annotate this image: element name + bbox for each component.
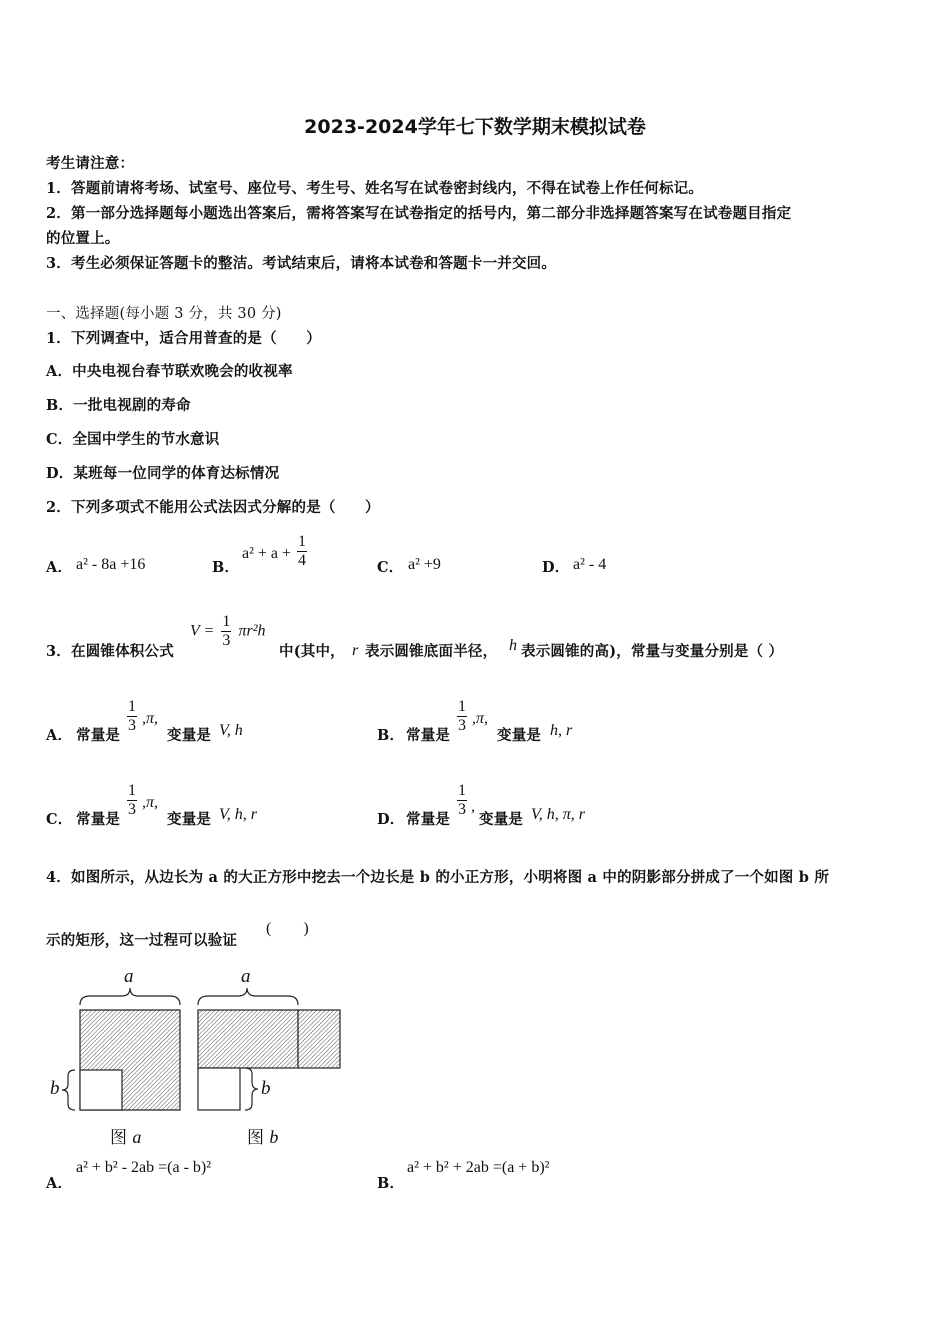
q3-b-den: 3 <box>458 717 466 734</box>
brace-a-top-b <box>198 988 298 1005</box>
q3-d-const-label: 常量是 <box>406 811 451 828</box>
brace-b-left <box>62 1070 75 1110</box>
q1-option-b: B．一批电视剧的寿命 <box>46 397 191 414</box>
q3-c-num: 1 <box>128 782 136 799</box>
q2-option-b-label: B． <box>212 559 240 576</box>
q3-a-vars: V, h <box>219 722 243 739</box>
q4-blank: ( ) <box>266 920 309 937</box>
q3-formula <box>190 613 266 650</box>
q2-option-a-expr: a² - 8a +16 <box>76 556 146 573</box>
q3-a-fraction <box>127 698 137 735</box>
q3-a-den: 3 <box>128 717 136 734</box>
q3-c-vars: V, h, r <box>219 806 257 823</box>
q1-option-c: C．全国中学生的节水意识 <box>46 431 220 448</box>
question-1-stem: 1．下列调查中，适合用普查的是（ ） <box>46 330 321 347</box>
fig-a-caption-word: 图 <box>110 1128 127 1148</box>
q3-a-pi: ,π, <box>142 710 159 727</box>
q4-option-a-label: A． <box>46 1175 73 1192</box>
fig-b-brace-label: a <box>241 966 251 987</box>
q3-option-c-label: C． <box>46 811 73 828</box>
q3-d-var-label: 变量是 <box>479 811 524 828</box>
q3-b-vars: h, r <box>550 722 573 739</box>
q3-c-den: 3 <box>128 801 136 818</box>
fig-a-caption-var: a <box>132 1127 142 1147</box>
fig-b-side-label: b <box>261 1078 271 1099</box>
q3-d-num: 1 <box>458 782 466 799</box>
fig-b-caption-var: b <box>269 1127 279 1147</box>
notice-item: 1．答题前请将考场、试室号、座位号、考生号、姓名写在试卷密封线内，不得在试卷上作任何标记。 <box>46 180 704 197</box>
fig-a-side-label: b <box>50 1078 60 1099</box>
q2-b-den: 4 <box>298 552 307 569</box>
fig-b-caption <box>247 1123 278 1148</box>
q4-option-b-label: B． <box>377 1175 405 1192</box>
notice-item: 的位置上。 <box>46 230 120 247</box>
q3-option-d-label: D． <box>377 811 405 828</box>
q3-middle1: 中(其中， <box>279 643 345 660</box>
q3-d-sep: , <box>471 798 475 815</box>
small-square <box>198 1068 240 1110</box>
q3-formula-left: V = <box>190 622 215 640</box>
question-3-prefix: 3．在圆锥体积公式 <box>46 643 174 660</box>
notice-item: 3．考生必须保证答题卡的整洁。考试结束后，请将本试卷和答题卡一并交回。 <box>46 255 557 272</box>
q2-option-c-label: C． <box>377 559 404 576</box>
small-square-removed <box>80 1070 122 1110</box>
page-title: 2023-2024学年七下数学期末模拟试卷 <box>304 116 646 138</box>
q3-b-const-label: 常量是 <box>406 727 451 744</box>
q3-var-h: h <box>509 637 517 654</box>
q3-d-fraction <box>457 782 467 819</box>
q3-b-num: 1 <box>458 698 466 715</box>
q1-option-d: D．某班每一位同学的体育达标情况 <box>46 465 280 482</box>
q3-option-b-label: B． <box>377 727 405 744</box>
q3-formula-right: πr²h <box>238 622 266 640</box>
brace-a-top <box>80 988 180 1005</box>
question-2-stem: 2．下列多项式不能用公式法因式分解的是（ ） <box>46 499 380 516</box>
rect-part-1 <box>198 1010 298 1068</box>
q3-middle2: 表示圆锥底面半径， <box>365 643 498 660</box>
q3-formula-num: 1 <box>222 613 231 630</box>
fig-b-caption-word: 图 <box>247 1128 264 1148</box>
question-4-line1: 4．如图所示，从边长为 a 的大正方形中挖去一个边长是 b 的小正方形，小明将图 a 中的阴影部分拼成了一个如图 b 所 <box>46 869 830 886</box>
q3-c-pi: ,π, <box>142 794 159 811</box>
q3-suffix: 表示圆锥的高)，常量与变量分别是（ ） <box>521 643 784 660</box>
q3-option-a-label: A． <box>46 727 73 744</box>
q1-option-a: A．中央电视台春节联欢晚会的收视率 <box>46 363 293 380</box>
q3-d-vars: V, h, π, r <box>531 806 585 823</box>
q4-option-b-expr: a² + b² + 2ab =(a + b)² <box>407 1159 550 1176</box>
fig-a-brace-label: a <box>124 966 134 987</box>
q2-b-prefix: a² + a + <box>242 545 292 563</box>
q2-option-b-expr <box>242 533 309 570</box>
question-4-line2: 示的矩形，这一过程可以验证 <box>46 932 238 949</box>
brace-b-right <box>245 1068 258 1110</box>
q2-option-a-label: A． <box>46 559 73 576</box>
rect-part-2 <box>298 1010 340 1068</box>
q3-a-var-label: 变量是 <box>167 727 212 744</box>
q2-option-c-expr: a² +9 <box>408 556 441 573</box>
q3-b-var-label: 变量是 <box>497 727 542 744</box>
q3-formula-den: 3 <box>222 632 231 649</box>
q3-c-const-label: 常量是 <box>76 811 121 828</box>
q2-option-d-expr: a² - 4 <box>573 556 607 573</box>
q4-option-a-expr: a² + b² - 2ab =(a - b)² <box>76 1159 212 1176</box>
section-heading: 一、选择题(每小题 3 分，共 30 分) <box>46 306 282 322</box>
q3-var-r: r <box>352 642 359 659</box>
q3-a-const-label: 常量是 <box>76 727 121 744</box>
q3-c-fraction <box>127 782 137 819</box>
fig-a-caption <box>110 1123 141 1148</box>
q2-b-fraction <box>297 533 307 570</box>
q2-b-num: 1 <box>298 533 307 550</box>
q3-a-num: 1 <box>128 698 136 715</box>
q4-figure <box>40 960 360 1150</box>
notice-item: 2．第一部分选择题每小题选出答案后，需将答案写在试卷指定的括号内，第二部分非选择题答案写在试卷题目指定 <box>46 205 792 222</box>
q3-c-var-label: 变量是 <box>167 811 212 828</box>
figure-a <box>62 988 180 1110</box>
q3-formula-fraction <box>221 613 231 650</box>
q3-b-pi: ,π, <box>472 710 489 727</box>
notice-heading: 考生请注意： <box>46 155 135 172</box>
q3-b-fraction <box>457 698 467 735</box>
q2-option-d-label: D． <box>542 559 570 576</box>
q3-d-den: 3 <box>458 801 466 818</box>
